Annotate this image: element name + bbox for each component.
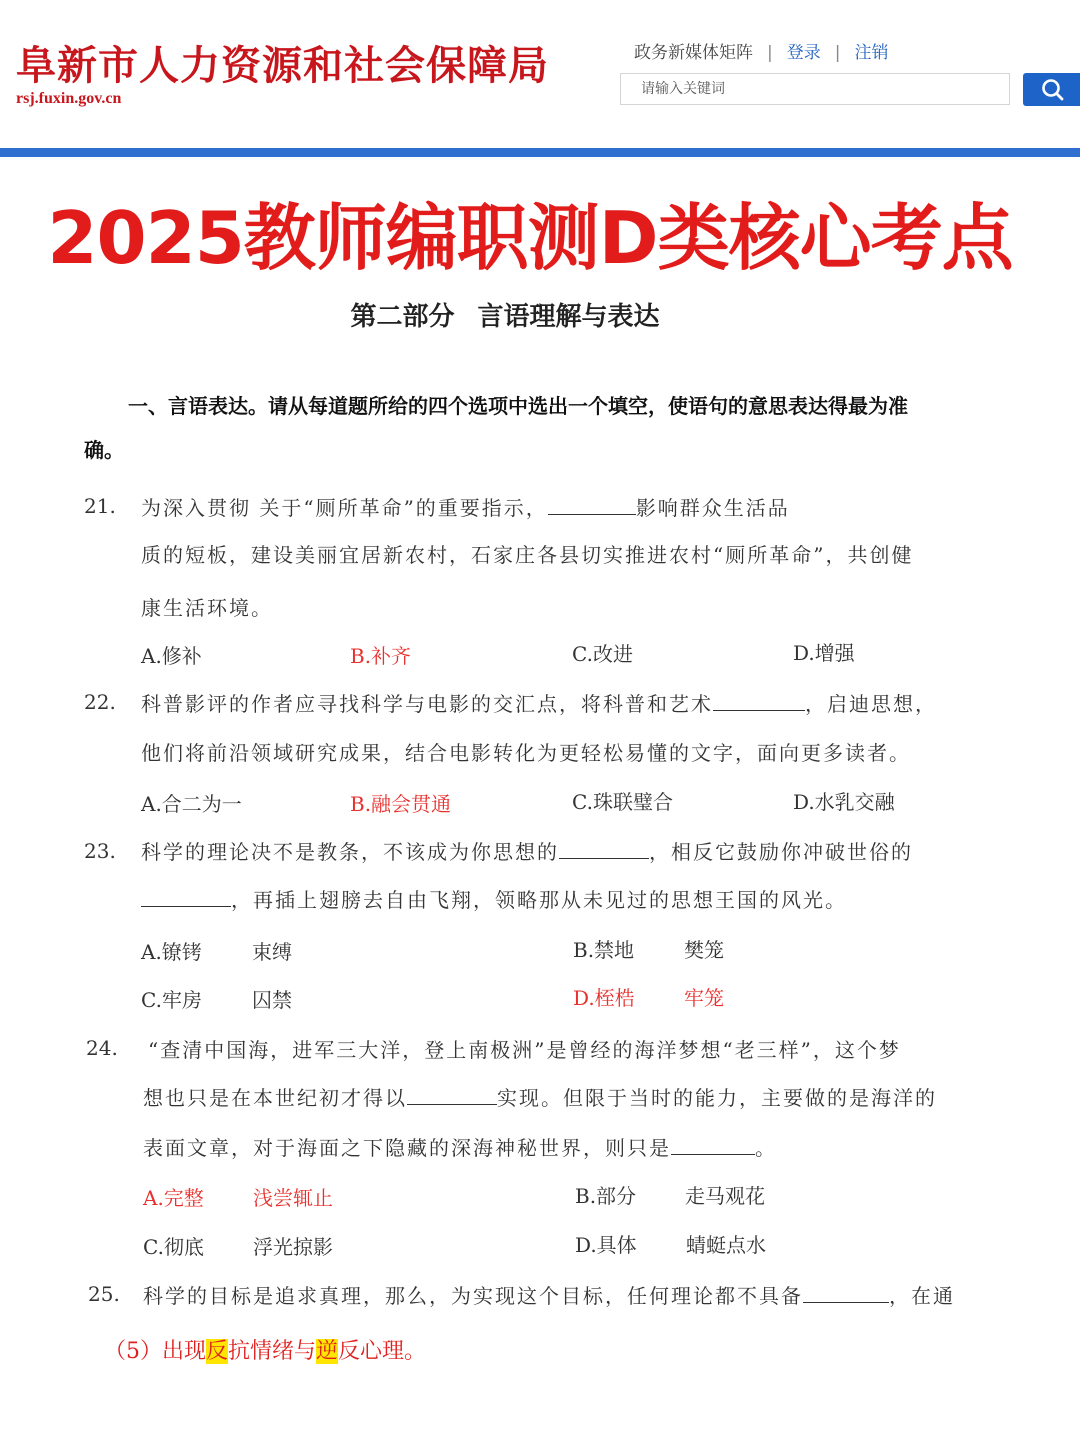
option-d: D.具体 xyxy=(575,1233,637,1257)
answer-blank xyxy=(559,840,649,859)
search-input[interactable] xyxy=(621,74,1001,104)
logout-link[interactable]: 注销 xyxy=(854,43,889,63)
question-line: 科普影评的作者应寻找科学与电影的交汇点，将科普和艺术 ，启迪思想， xyxy=(141,692,937,716)
option-c-second: 浮光掠影 xyxy=(253,1235,333,1259)
answer-blank xyxy=(548,496,636,515)
question-line: 为深入贯彻 关于“厕所革命”的重要指示， 影响群众生活品 xyxy=(141,496,790,520)
answer-blank xyxy=(141,888,231,907)
question-line: 他们将前沿领域研究成果，结合电影转化为更轻松易懂的文字，面向更多读者。 xyxy=(141,741,911,765)
question-line: ，再插上翅膀去自由飞翔，领略那从未见过的思想王国的风光。 xyxy=(141,884,847,913)
highlight-mark: 逆 xyxy=(316,1339,339,1364)
option-b-correct: B.融会贯通 xyxy=(350,792,452,816)
question-line: 想也只是在本世纪初才得以 实现。但限于当时的能力，主要做的是海洋的 xyxy=(143,1086,937,1110)
answer-blank xyxy=(803,1284,889,1303)
option-b: B.禁地 xyxy=(573,938,635,962)
option-d: D.水乳交融 xyxy=(793,790,895,814)
option-a: A.合二为一 xyxy=(141,792,242,816)
question-line: “查清中国海，进军三大洋，登上南极洲”是曾经的海洋梦想“老三样”，这个梦 xyxy=(148,1038,901,1062)
option-a: A.镣铐 xyxy=(141,940,202,964)
option-b-second: 樊笼 xyxy=(684,938,724,962)
search-button[interactable] xyxy=(1023,73,1080,106)
site-title[interactable]: 阜新市人力资源和社会保障局 xyxy=(16,42,549,89)
option-c: C.改进 xyxy=(572,642,633,666)
search-box xyxy=(620,73,1010,105)
question-line: 表面文章，对于海面之下隐藏的深海神秘世界，则只是 。 xyxy=(143,1136,777,1160)
question-line: 质的短板，建设美丽宜居新农村，石家庄各县切实推进农村“厕所革命”，共创健 xyxy=(141,543,914,567)
option-d-correct: D.桎梏 xyxy=(573,986,635,1010)
document-title: 2025教师编职测D类核心考点 xyxy=(47,196,1013,280)
option-a-second-correct: 浅尝辄止 xyxy=(253,1186,333,1210)
site-url[interactable]: rsj.fuxin.gov.cn xyxy=(16,90,122,107)
question-number: 22. xyxy=(84,690,116,714)
question-number: 21. xyxy=(84,494,116,518)
highlighted-note: （5）出现反抗情绪与逆反心理。 xyxy=(104,1339,427,1364)
instruction-text: 一、言语表达。请从每道题所给的四个选项中选出一个填空，使语句的意思表达得最为准确。 xyxy=(84,394,908,462)
question-line: 康生活环境。 xyxy=(141,596,273,620)
question-line: 科学的理论决不是教条，不该成为你思想的 ，相反它鼓励你冲破世俗的 xyxy=(141,840,913,864)
option-c: C.彻底 xyxy=(143,1235,204,1259)
option-c: C.牢房 xyxy=(141,988,202,1012)
option-c: C.珠联璧合 xyxy=(572,790,673,814)
question-number: 25. xyxy=(88,1282,120,1306)
top-links xyxy=(634,38,888,63)
answer-blank xyxy=(407,1086,497,1105)
search-icon xyxy=(1023,73,1080,106)
highlight-mark: 反 xyxy=(206,1339,229,1364)
option-b-correct: B.补齐 xyxy=(350,644,412,668)
media-matrix-link[interactable]: 政务新媒体矩阵 xyxy=(634,43,753,63)
option-c-second: 囚禁 xyxy=(252,988,292,1012)
option-d-second-correct: 牢笼 xyxy=(684,986,724,1010)
question-line: 科学的目标是追求真理，那么，为实现这个目标，任何理论都不具备 ，在通 xyxy=(143,1284,955,1308)
header-divider-bar xyxy=(0,148,1080,157)
option-a-second: 束缚 xyxy=(252,940,292,964)
answer-blank xyxy=(713,692,805,711)
option-b: B.部分 xyxy=(575,1184,637,1208)
question-number: 23. xyxy=(84,839,116,863)
divider: | xyxy=(767,43,773,63)
divider: | xyxy=(834,43,841,63)
login-link[interactable]: 登录 xyxy=(786,43,821,63)
option-d: D.增强 xyxy=(793,641,855,665)
site-header xyxy=(0,0,1080,150)
answer-blank xyxy=(671,1136,755,1155)
option-d-second: 蜻蜓点水 xyxy=(686,1233,766,1257)
option-b-second: 走马观花 xyxy=(685,1184,765,1208)
option-a-correct: A.完整 xyxy=(143,1186,204,1210)
option-a: A.修补 xyxy=(141,644,202,668)
question-number: 24. xyxy=(86,1036,118,1060)
section-title: 第二部分 言语理解与表达 xyxy=(350,302,660,332)
